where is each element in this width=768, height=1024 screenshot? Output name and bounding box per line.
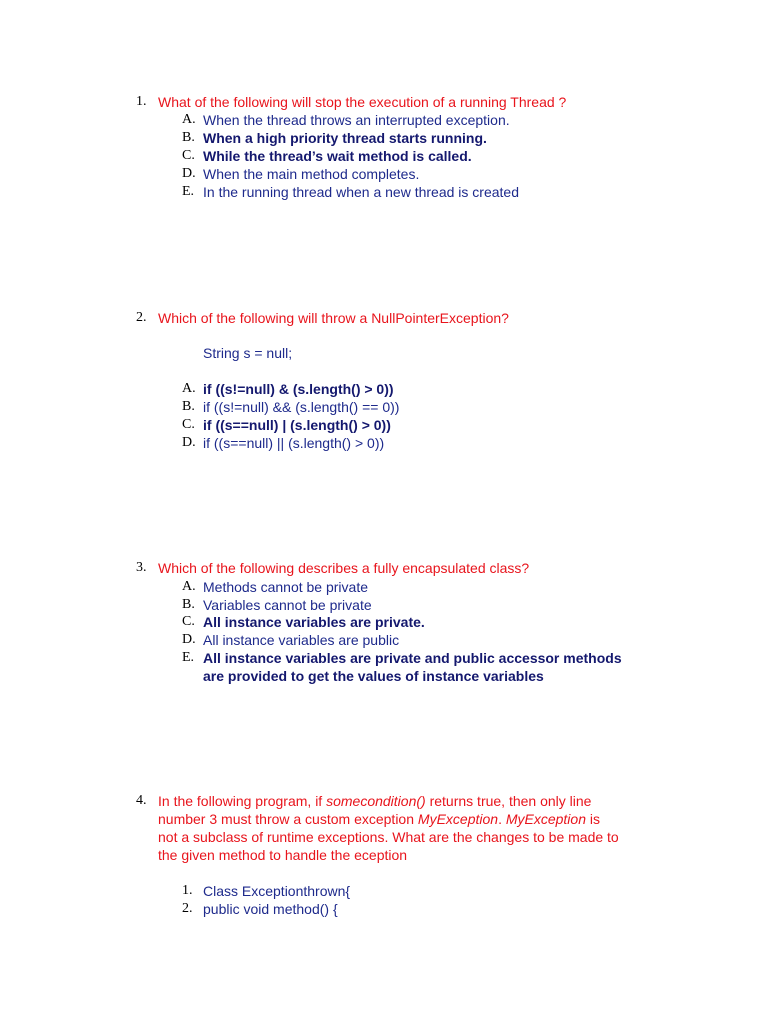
- option-letter: D.: [182, 166, 196, 181]
- option-text: All instance variables are public: [203, 632, 400, 648]
- code-line: public void method() {: [203, 901, 338, 917]
- option-text: Variables cannot be private: [203, 597, 372, 613]
- option-text: When the main method completes.: [203, 166, 420, 182]
- option-text: In the running thread when a new thread is created: [203, 184, 519, 200]
- code-line: Class Exceptionthrown{: [203, 883, 351, 899]
- question-number: 2.: [136, 310, 147, 325]
- question-text: Which of the following will throw a NullPointerException?: [158, 310, 509, 326]
- question-number: 1.: [136, 94, 147, 109]
- option-letter: A.: [182, 579, 196, 594]
- text-run: returns true, then only line: [425, 793, 592, 809]
- question-text-line: the given method to handle the eception: [158, 847, 408, 863]
- question-text-line: [158, 792, 591, 810]
- italic-code-term: MyException: [417, 811, 499, 827]
- italic-code-term: MyException: [505, 811, 586, 827]
- option-text: if ((s!=null) & (s.length() > 0)): [203, 381, 394, 397]
- option-text: When a high priority thread starts running.: [203, 130, 487, 146]
- option-letter: A.: [182, 381, 196, 396]
- option-letter: E.: [182, 650, 195, 665]
- code-snippet: String s = null;: [203, 345, 293, 361]
- option-text: When the thread throws an interrupted exception.: [203, 112, 510, 128]
- text-run: In the following program, if: [158, 793, 327, 809]
- option-letter: D.: [182, 435, 196, 450]
- option-letter: B.: [182, 399, 195, 414]
- option-text: if ((s==null) || (s.length() > 0)): [203, 435, 385, 451]
- option-letter: C.: [182, 148, 195, 163]
- option-text: if ((s!=null) && (s.length() == 0)): [203, 399, 400, 415]
- option-letter: C.: [182, 417, 195, 432]
- question-text-line: [158, 810, 600, 828]
- option-letter: B.: [182, 597, 195, 612]
- code-line-number: 1.: [182, 883, 193, 898]
- option-text: if ((s==null) | (s.length() > 0)): [203, 417, 391, 433]
- option-text: Methods cannot be private: [203, 579, 368, 595]
- text-run: number 3 must throw a custom exception: [158, 811, 418, 827]
- option-letter: E.: [182, 184, 195, 199]
- option-text: All instance variables are private.: [203, 614, 425, 630]
- option-text-continued: are provided to get the values of instance variables: [203, 668, 544, 684]
- text-run: .: [498, 811, 506, 827]
- italic-code-term: somecondition(): [326, 793, 426, 809]
- option-letter: B.: [182, 130, 195, 145]
- question-text: Which of the following describes a fully encapsulated class?: [158, 560, 530, 576]
- code-line-number: 2.: [182, 901, 193, 916]
- option-text: All instance variables are private and public accessor methods: [203, 650, 622, 666]
- option-letter: C.: [182, 614, 195, 629]
- question-number: 4.: [136, 793, 147, 808]
- question-number: 3.: [136, 560, 147, 575]
- option-text: While the thread’s wait method is called.: [203, 148, 472, 164]
- option-letter: D.: [182, 632, 196, 647]
- text-run: is: [586, 811, 600, 827]
- question-text: What of the following will stop the execution of a running Thread ?: [158, 94, 567, 110]
- option-letter: A.: [182, 112, 196, 127]
- question-text-line: not a subclass of runtime exceptions. What are the changes to be made to: [158, 829, 619, 845]
